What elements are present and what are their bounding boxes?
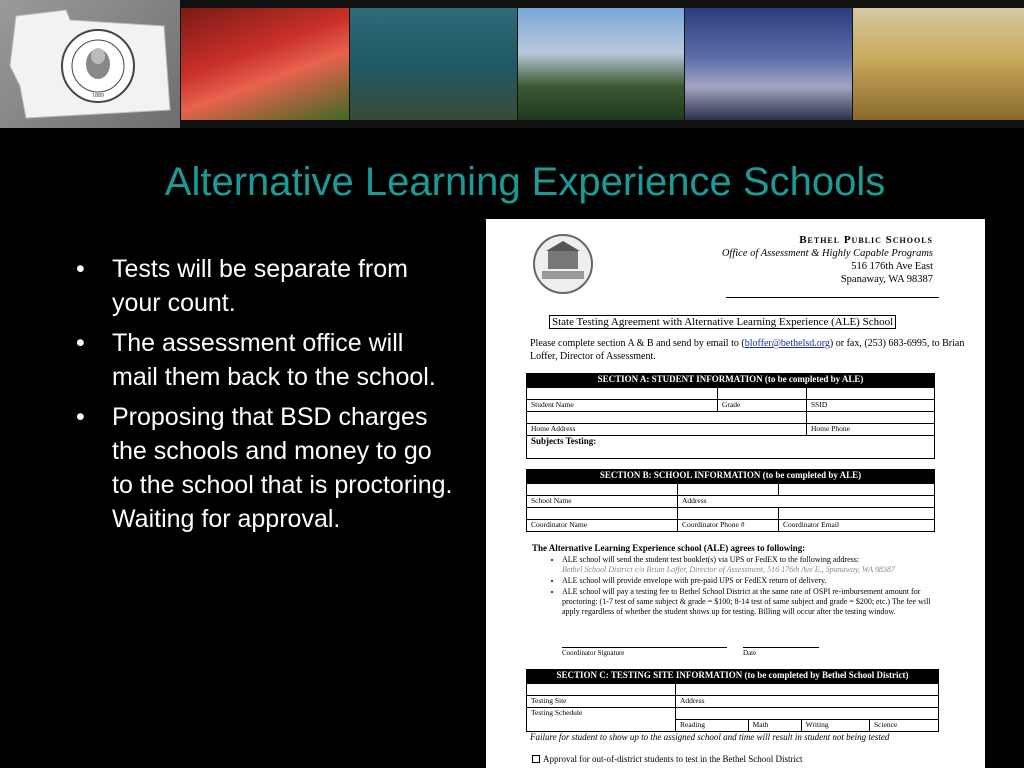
agreement-title: The Alternative Learning Experience school (ALE) agrees to following: <box>532 543 806 553</box>
instructions-text-end: ) or fax, (253) 683-6995, to Brian Loffer, Director of Assessment. <box>530 338 965 362</box>
org-name: Bethel Public Schools <box>799 234 933 246</box>
science-label: Science <box>869 720 938 732</box>
agreement-item: • ALE school will pay a testing fee to Bethel School District at the same rate of OSPI re-imbursement amount for proctoring: (1-7 test of same subject & grade = $100; 8-14 test of same subject and grade = $200; etc.) The fee will apply regardless of whether the student shows up for testing. Billing will occur after the testing window. <box>562 587 932 617</box>
state-seal-panel <box>0 0 180 128</box>
reading-label: Reading <box>676 720 749 732</box>
header-divider <box>726 297 939 298</box>
approval-text: Approval for out-of-district students to test in the Bethel School District <box>543 754 803 764</box>
washington-state-seal-icon <box>6 6 174 122</box>
writing-label: Writing <box>801 720 869 732</box>
bullet-item: • The assessment office will mail them back to the school. <box>74 326 454 394</box>
agreement-item-address: Bethel School District c/o Brian Loffer, Director of Assessment, 516 176th Ave E., Spanaway, WA 98387 <box>562 565 895 574</box>
grade-label: Grade <box>718 400 807 412</box>
coordinator-email-label: Coordinator Email <box>779 520 935 532</box>
coordinator-signature-line: Coordinator Signature <box>562 647 727 657</box>
school-address-label: Address <box>678 496 935 508</box>
testing-schedule-label: Testing Schedule <box>527 708 676 732</box>
testing-site-label: Testing Site <box>527 696 676 708</box>
date-line: Date <box>743 647 819 657</box>
address-line-2: Spanaway, WA 98387 <box>840 274 933 285</box>
subjects-testing-label: Subjects Testing: <box>527 436 935 459</box>
section-b-table <box>526 469 935 532</box>
home-address-label: Home Address <box>527 424 807 436</box>
instructions-text: Please complete section A & B and send by email to ( <box>530 338 745 349</box>
failure-note: Failure for student to show up to the assigned school and time will result in student not being tested <box>530 732 890 742</box>
section-c-header: SECTION C: TESTING SITE INFORMATION (to be completed by Bethel School District) <box>527 670 939 684</box>
math-label: Math <box>748 720 801 732</box>
coordinator-name-label: Coordinator Name <box>527 520 678 532</box>
document-header <box>722 234 933 286</box>
section-a-header: SECTION A: STUDENT INFORMATION (to be completed by ALE) <box>527 374 935 388</box>
ale-agreement-document <box>486 219 985 768</box>
student-name-label: Student Name <box>527 400 718 412</box>
office-name: Office of Assessment & Highly Capable Programs <box>721 248 933 259</box>
section-c-table <box>526 669 939 732</box>
agreement-item: • ALE school will provide envelope with pre-paid UPS or FedEX return of delivery. <box>562 576 932 586</box>
header-banner <box>0 0 1024 128</box>
section-a-table <box>526 373 935 459</box>
ssid-label: SSID <box>807 400 935 412</box>
school-name-label: School Name <box>527 496 678 508</box>
bullet-item: • Tests will be separate from your count. <box>74 252 454 320</box>
email-link: bloffer@bethelsd.org <box>744 338 830 349</box>
wheat-photo <box>853 8 1024 120</box>
bethel-schools-logo-icon <box>532 233 594 295</box>
address-line-1: 516 176th Ave East <box>851 261 933 272</box>
document-instructions <box>530 338 970 363</box>
salmon-photo <box>350 8 517 120</box>
seal-year: 1889 <box>92 93 104 99</box>
section-b-header: SECTION B: SCHOOL INFORMATION (to be completed by ALE) <box>527 470 935 484</box>
approval-line <box>532 754 802 764</box>
checkbox-icon <box>532 755 540 763</box>
bullet-item: • Proposing that BSD charges the schools and money to go to the school that is proctoring. Waiting for approval. <box>74 400 454 536</box>
coordinator-phone-label: Coordinator Phone # <box>678 520 779 532</box>
agreement-item-text: ALE school will send the student test booklet(s) via UPS or FedEX to the following address: <box>562 555 860 564</box>
apples-photo <box>181 8 349 120</box>
testing-site-address-label: Address <box>676 696 939 708</box>
agreement-item <box>562 555 932 575</box>
agreement-section <box>532 543 932 618</box>
mountain-photo <box>518 8 684 120</box>
slide-title: Alternative Learning Experience Schools <box>164 160 886 204</box>
home-phone-label: Home Phone <box>807 424 935 436</box>
document-subtitle: State Testing Agreement with Alternative Learning Experience (ALE) School <box>549 315 896 329</box>
city-skyline-photo <box>685 8 852 120</box>
bullet-list <box>74 252 454 542</box>
